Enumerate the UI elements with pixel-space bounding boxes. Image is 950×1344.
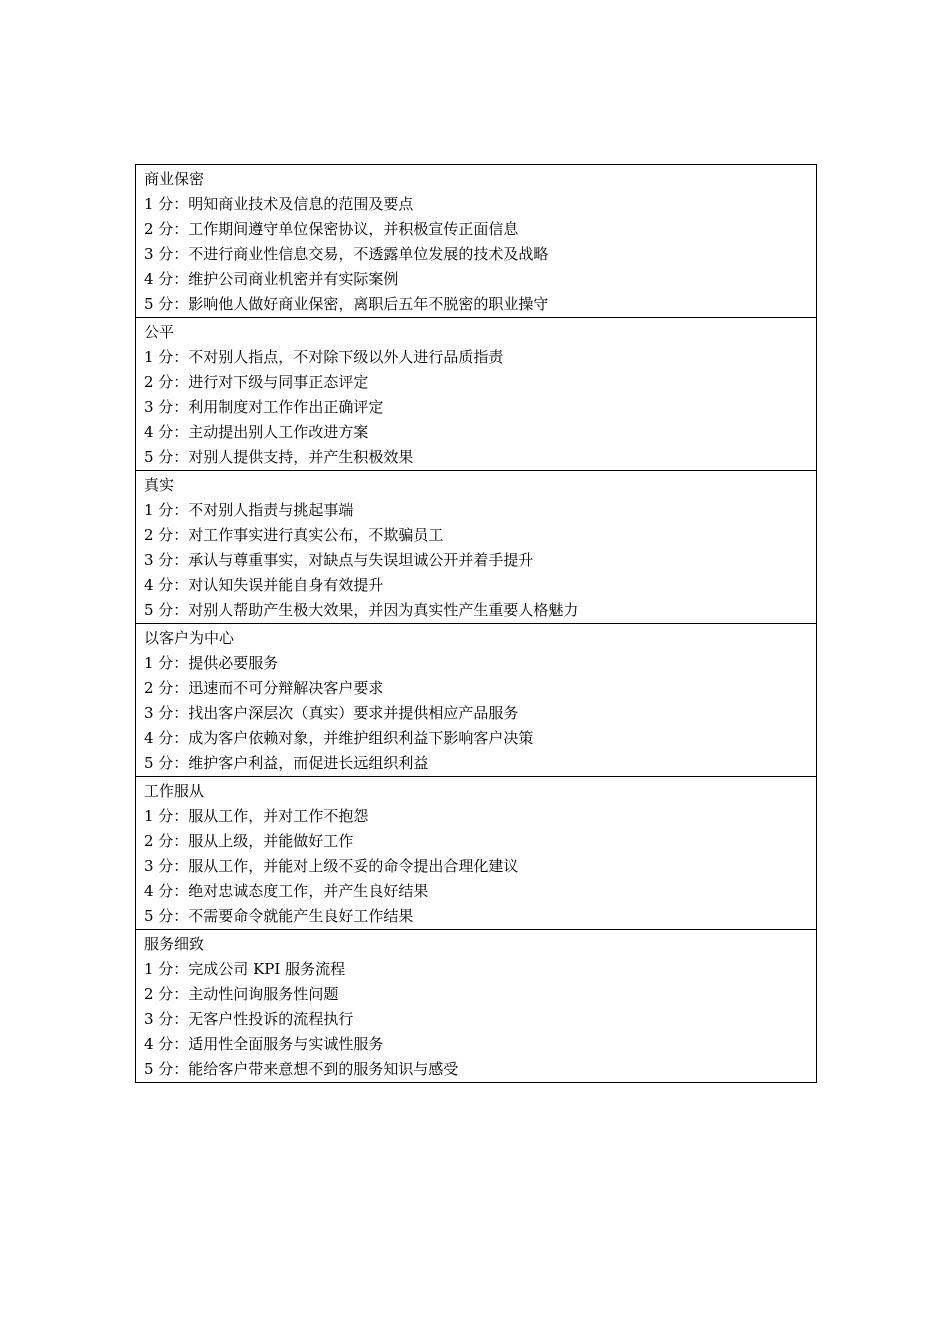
section-cell [136, 165, 817, 318]
level-item: 5 分：能给客户带来意想不到的服务知识与感受 [144, 1060, 459, 1078]
level-item: 3 分：找出客户深层次（真实）要求并提供相应产品服务 [144, 704, 519, 722]
section-cell [136, 624, 817, 777]
level-item: 1 分：服从工作，并对工作不抱怨 [144, 807, 369, 825]
competency-table [135, 164, 817, 1083]
level-item: 3 分：不进行商业性信息交易，不透露单位发展的技术及战略 [144, 245, 549, 263]
level-item: 2 分：主动性问询服务性问题 [144, 985, 339, 1003]
level-item: 4 分：成为客户依赖对象，并维护组织利益下影响客户决策 [144, 729, 534, 747]
section-cell [136, 777, 817, 930]
table-row [136, 471, 817, 624]
level-item: 1 分：提供必要服务 [144, 654, 279, 672]
level-item: 1 分：完成公司 KPI 服务流程 [144, 960, 346, 978]
level-item: 5 分：影响他人做好商业保密，离职后五年不脱密的职业操守 [144, 295, 549, 313]
level-item: 3 分：无客户性投诉的流程执行 [144, 1010, 354, 1028]
table-row [136, 165, 817, 318]
level-item: 2 分：服从上级，并能做好工作 [144, 832, 354, 850]
level-item: 3 分：服从工作，并能对上级不妥的命令提出合理化建议 [144, 857, 519, 875]
level-item: 1 分：不对别人指点，不对除下级以外人进行品质指责 [144, 348, 504, 366]
section-cell [136, 471, 817, 624]
level-item: 4 分：主动提出别人工作改进方案 [144, 423, 369, 441]
level-item: 4 分：对认知失误并能自身有效提升 [144, 576, 384, 594]
level-item: 5 分：对别人帮助产生极大效果，并因为真实性产生重要人格魅力 [144, 601, 579, 619]
level-item: 5 分：对别人提供支持，并产生积极效果 [144, 448, 414, 466]
section-title: 商业保密 [144, 170, 205, 188]
section-title: 以客户为中心 [144, 629, 235, 647]
section-title: 工作服从 [144, 782, 205, 800]
section-title: 服务细致 [144, 935, 205, 953]
section-title: 真实 [144, 476, 175, 494]
level-item: 4 分：维护公司商业机密并有实际案例 [144, 270, 399, 288]
level-item: 2 分：进行对下级与同事正态评定 [144, 373, 369, 391]
level-item: 4 分：适用性全面服务与实诚性服务 [144, 1035, 384, 1053]
level-item: 1 分：明知商业技术及信息的范围及要点 [144, 195, 414, 213]
table-row [136, 624, 817, 777]
section-cell [136, 930, 817, 1083]
level-item: 5 分：不需要命令就能产生良好工作结果 [144, 907, 414, 925]
table-row [136, 777, 817, 930]
level-item: 3 分：利用制度对工作作出正确评定 [144, 398, 384, 416]
level-item: 4 分：绝对忠诚态度工作，并产生良好结果 [144, 882, 429, 900]
level-item: 2 分：工作期间遵守单位保密协议，并积极宣传正面信息 [144, 220, 519, 238]
table-row [136, 318, 817, 471]
level-item: 2 分：对工作事实进行真实公布，不欺骗员工 [144, 526, 444, 544]
section-title: 公平 [144, 323, 175, 341]
table-row [136, 930, 817, 1083]
level-item: 2 分：迅速而不可分辩解决客户要求 [144, 679, 384, 697]
level-item: 3 分：承认与尊重事实，对缺点与失误坦诚公开并着手提升 [144, 551, 534, 569]
section-cell [136, 318, 817, 471]
level-item: 5 分：维护客户利益，而促进长远组织利益 [144, 754, 429, 772]
level-item: 1 分：不对别人指责与挑起事端 [144, 501, 354, 519]
